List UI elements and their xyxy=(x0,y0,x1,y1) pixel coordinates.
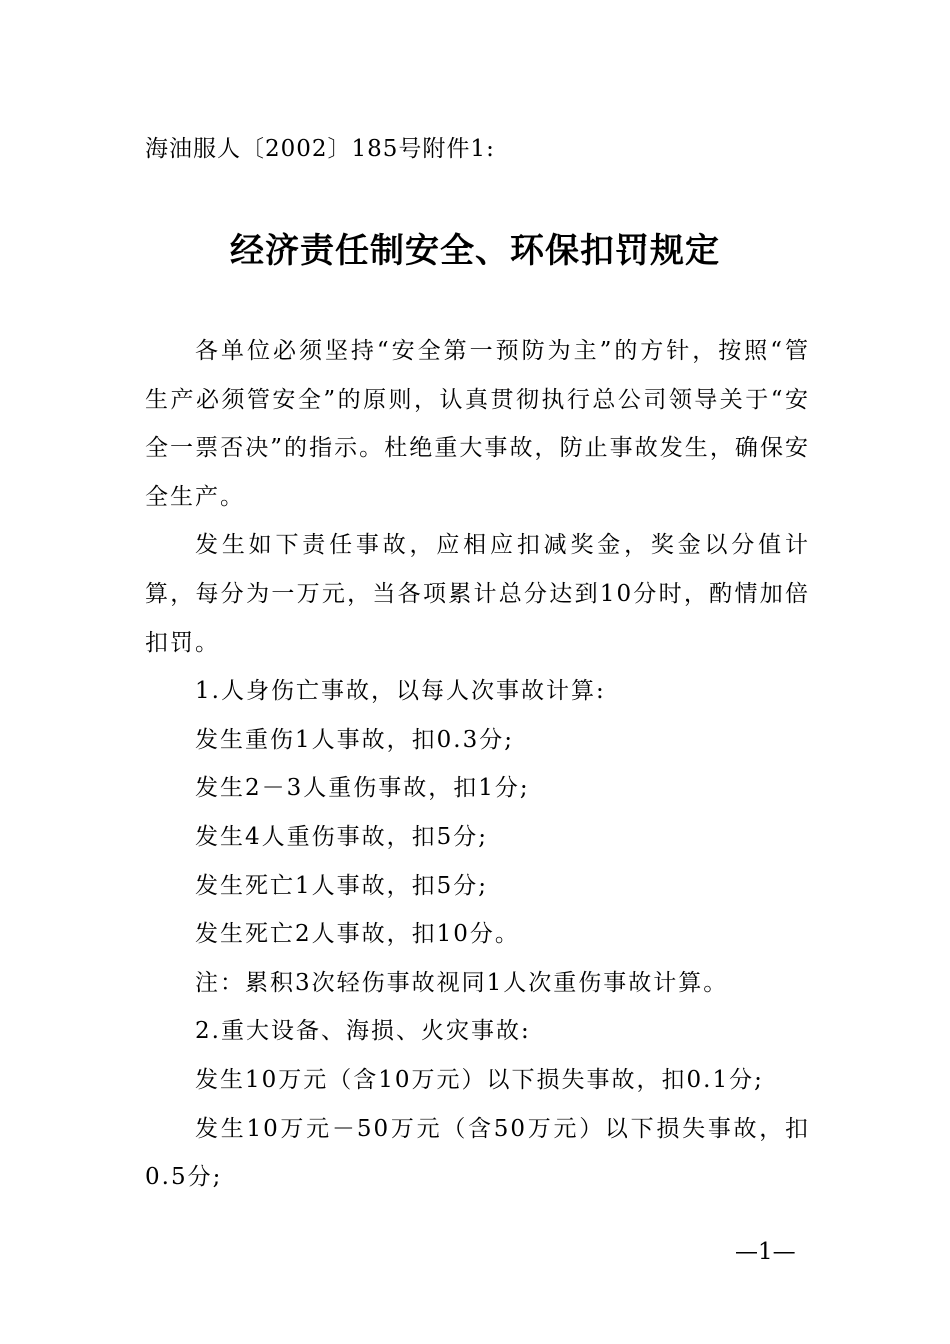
page-number: —1— xyxy=(735,1239,796,1265)
list-item: 发生4人重伤事故，扣5分; xyxy=(195,823,489,850)
list-item: 发生死亡1人事故，扣5分; xyxy=(195,872,489,899)
list-item: 发生10万元－50万元（含50万元）以下损失事故，扣0.5分; xyxy=(145,1115,810,1191)
paragraph: 各单位必须坚持“安全第一预防为主”的方针，按照“管生产必须管安全”的原则，认真贯彻执行总公司领导关于“安全一票否决”的指示。杜绝重大事故，防止事故发生，确保安全生产。 xyxy=(145,338,810,510)
paragraph: 发生如下责任事故，应相应扣减奖金，奖金以分值计算，每分为一万元，当各项累计总分达到10分时，酌情加倍扣罚。 xyxy=(145,532,810,656)
list-item: 发生2－3人重伤事故，扣1分; xyxy=(195,775,530,802)
document-body xyxy=(145,327,810,1202)
section-heading: 2.重大设备、海损、火灾事故: xyxy=(195,1018,531,1045)
list-item: 发生死亡2人事故，扣10分。 xyxy=(195,921,520,948)
list-item: 发生重伤1人事故，扣0.3分; xyxy=(195,726,514,753)
document-reference: 海油服人〔2002〕185号附件1: xyxy=(145,136,495,162)
list-item: 发生10万元（含10万元）以下损失事故，扣0.1分; xyxy=(195,1066,764,1093)
section-heading: 1.人身伤亡事故，以每人次事故计算: xyxy=(195,678,606,705)
document-title: 经济责任制安全、环保扣罚规定 xyxy=(230,231,720,271)
note: 注：累积3次轻伤事故视同1人次重伤事故计算。 xyxy=(195,969,729,996)
